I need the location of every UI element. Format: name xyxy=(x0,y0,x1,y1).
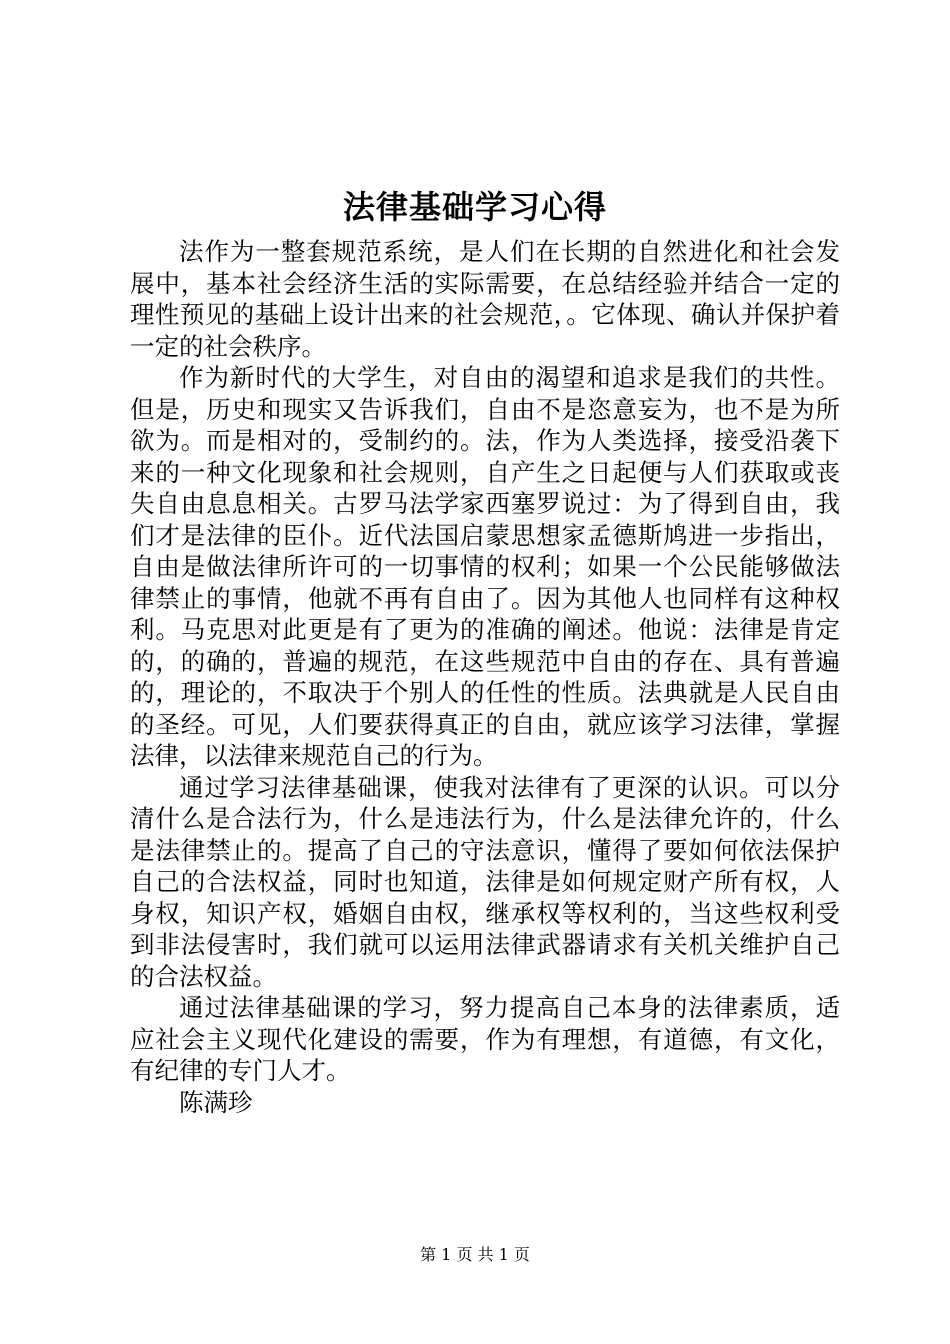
page-number-footer: 第 1 页 共 1 页 xyxy=(420,1245,530,1264)
paragraph-2: 作为新时代的大学生，对自由的渴望和追求是我们的共性。但是，历史和现实又告诉我们，自由不是恣意妄为，也不是为所欲为。而是相对的，受制约的。法，作为人类选择，接受沿袭下来的一种文化现象和社会规则，自产生之日起便与人们获取或丧失自由息息相关。古罗马法学家西塞罗说过：为了得到自由，我们才是法律的臣仆。近代法国启蒙思想家孟德斯鸠进一步指出，自由是做法律所许可的一切事情的权利；如果一个公民能够做法律禁止的事情，他就不再有自由了。因为其他人也同样有这种权利。马克思对此更是有了更为的准确的阐述。他说：法律是肯定的，的确的，普遍的规范，在这些规范中自由的存在、具有普遍的，理论的，不取决于个别人的任性的性质。法典就是人民自由的圣经。可见，人们要获得真正的自由，就应该学习法律，掌握法律，以法律来规范自己的行为。 xyxy=(130,363,840,770)
document-body xyxy=(130,236,840,1118)
paragraph-3: 通过学习法律基础课，使我对法律有了更深的认识。可以分清什么是合法行为，什么是违法行为，什么是法律允许的，什么是法律禁止的。提高了自己的守法意识，懂得了要如何依法保护自己的合法权益，同时也知道，法律是如何规定财产所有权，人身权，知识产权，婚姻自由权，继承权等权利的，当这些权利受到非法侵害时，我们就可以运用法律武器请求有关机关维护自己的合法权益。 xyxy=(130,772,840,991)
paragraph-1: 法作为一整套规范系统，是人们在长期的自然进化和社会发展中，基本社会经济生活的实际需要，在总结经验并结合一定的理性预见的基础上设计出来的社会规范，。它体现、确认并保护着一定的社会秩序。 xyxy=(130,237,840,361)
paragraph-4: 通过法律基础课的学习，努力提高自己本身的法律素质，适应社会主义现代化建设的需要，作为有理想，有道德，有文化，有纪律的专门人才。 xyxy=(130,993,840,1085)
document-title: 法律基础学习心得 xyxy=(342,188,607,226)
author-signature: 陈满珍 xyxy=(179,1087,253,1117)
